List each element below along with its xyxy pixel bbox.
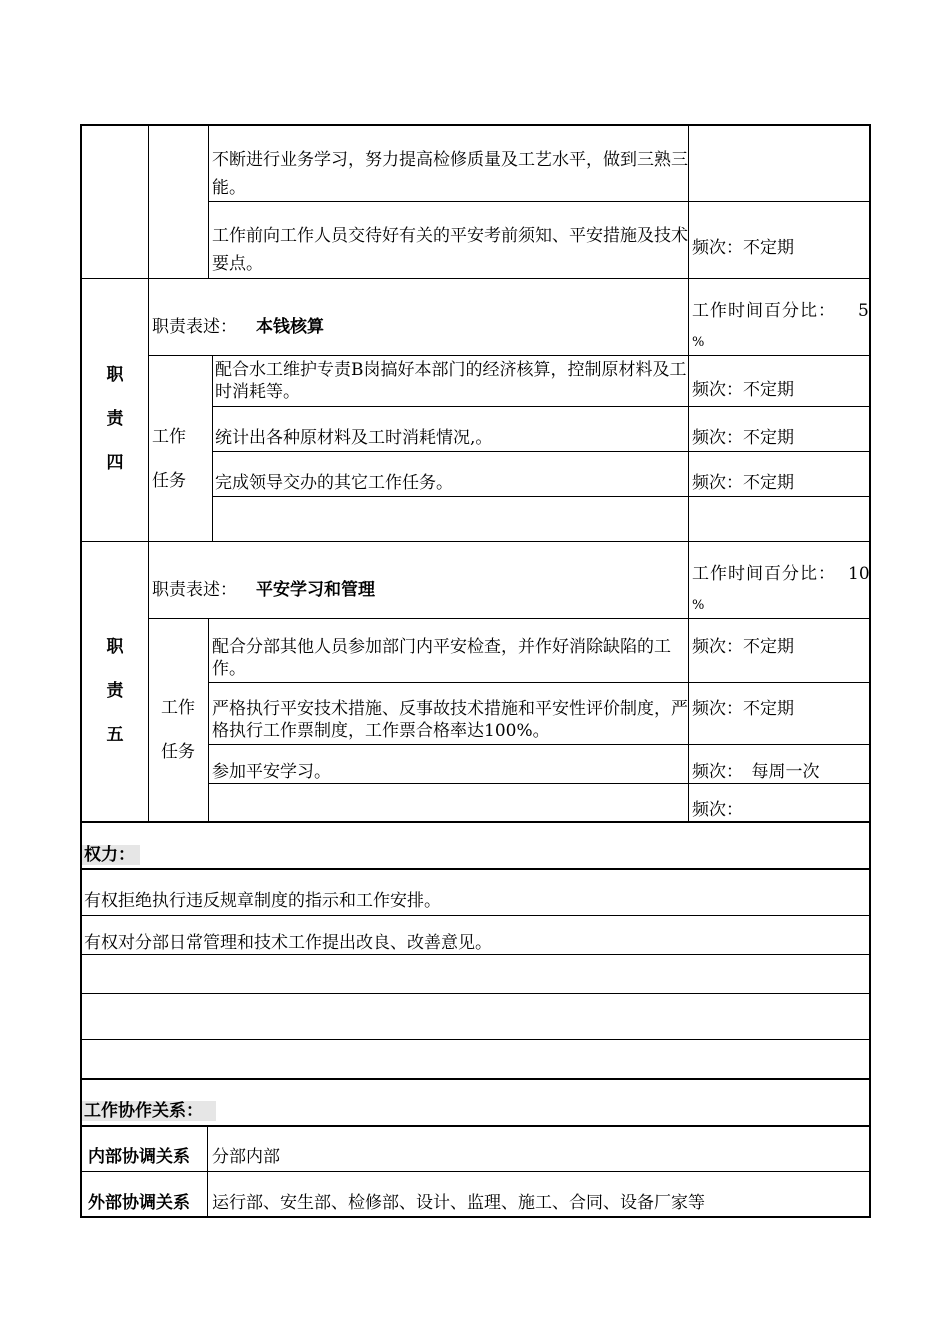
power-item: 有权拒绝执行违反规章制度的指示和工作安排。 bbox=[84, 891, 441, 911]
frequency-text: 频次：不定期 bbox=[692, 473, 794, 493]
task-text: 严格执行平安技术措施、反事故技术措施和平安性评价制度，严格执行工作票制度，工作票合格率达100%。 bbox=[212, 699, 688, 741]
divider bbox=[207, 1125, 208, 1217]
divider bbox=[80, 915, 871, 916]
internal-relations-label: 内部协调关系 bbox=[88, 1147, 190, 1167]
duty-5-char: 五 bbox=[106, 725, 124, 745]
duty-5-char: 职 bbox=[106, 637, 124, 657]
task-text: 配合分部其他人员参加部门内平安检查，并作好消除缺陷的工作。 bbox=[212, 637, 671, 679]
divider bbox=[80, 868, 871, 870]
task-text: 不断进行业务学习，努力提高检修质量及工艺水平，做到三熟三能。 bbox=[212, 150, 688, 198]
work-task-label: 任务 bbox=[152, 471, 186, 491]
divider bbox=[148, 355, 870, 356]
duty-4-char: 职 bbox=[106, 365, 124, 385]
divider bbox=[148, 124, 149, 279]
divider bbox=[688, 278, 689, 542]
power-heading: 权力： bbox=[84, 845, 135, 865]
table-border-top bbox=[80, 124, 871, 126]
external-relations-value: 运行部、安生部、检修部、设计、监理、施工、合同、设备厂家等 bbox=[212, 1193, 705, 1213]
time-percentage-label: 工作时间百分比： bbox=[692, 301, 836, 321]
divider bbox=[80, 954, 871, 955]
time-percentage-unit: % bbox=[692, 598, 705, 613]
divider bbox=[208, 682, 870, 683]
frequency-text: 频次：不定期 bbox=[692, 637, 794, 657]
divider bbox=[208, 618, 209, 822]
divider bbox=[80, 541, 871, 542]
divider bbox=[212, 451, 870, 452]
divider bbox=[80, 1078, 871, 1080]
time-percentage-value: 5 bbox=[858, 301, 869, 321]
divider bbox=[212, 406, 870, 407]
work-task-label: 任务 bbox=[161, 742, 195, 762]
duty-4-char: 责 bbox=[106, 409, 124, 429]
duty-description-title: 平安学习和管理 bbox=[256, 580, 375, 600]
divider bbox=[80, 1039, 871, 1040]
time-percentage-unit: % bbox=[692, 335, 705, 350]
work-task-label: 工作 bbox=[161, 698, 195, 718]
frequency-text: 频次：不定期 bbox=[692, 699, 794, 719]
frequency-text: 频次：不定期 bbox=[692, 238, 794, 258]
divider bbox=[80, 1171, 871, 1172]
divider bbox=[80, 1125, 871, 1127]
duty-description-label: 职责表述： bbox=[152, 317, 237, 337]
duty-4-label bbox=[82, 364, 148, 496]
divider bbox=[80, 278, 871, 279]
divider bbox=[208, 783, 870, 784]
table-border-bottom bbox=[80, 1216, 871, 1218]
task-text: 统计出各种原材料及工时消耗情况,。 bbox=[215, 428, 493, 448]
external-relations-label: 外部协调关系 bbox=[88, 1193, 190, 1213]
relations-heading: 工作协作关系： bbox=[84, 1101, 203, 1121]
divider bbox=[212, 496, 870, 497]
divider bbox=[80, 821, 871, 823]
divider bbox=[208, 744, 870, 745]
divider bbox=[80, 993, 871, 994]
time-percentage-value: 10 bbox=[848, 564, 870, 584]
power-item: 有权对分部日常管理和技术工作提出改良、改善意见。 bbox=[84, 933, 492, 953]
frequency-text: 频次： bbox=[692, 800, 743, 820]
work-task-label: 工作 bbox=[152, 427, 186, 447]
duty-5-label bbox=[82, 636, 148, 768]
time-percentage-label: 工作时间百分比： bbox=[692, 564, 836, 584]
task-text: 配合水工维护专责B岗搞好本部门的经济核算，控制原材料及工时消耗等。 bbox=[215, 360, 687, 402]
task-text: 参加平安学习。 bbox=[212, 762, 331, 782]
frequency-text: 频次：不定期 bbox=[692, 428, 794, 448]
task-text: 工作前向工作人员交待好有关的平安考前须知、平安措施及技术要点。 bbox=[212, 226, 688, 274]
duty-description-title: 本钱核算 bbox=[256, 317, 324, 337]
frequency-text: 频次：不定期 bbox=[692, 380, 794, 400]
divider bbox=[212, 355, 213, 542]
internal-relations-value: 分部内部 bbox=[212, 1147, 280, 1167]
frequency-text: 频次： 每周一次 bbox=[692, 762, 820, 782]
duty-description-label: 职责表述： bbox=[152, 580, 237, 600]
duty-5-char: 责 bbox=[106, 681, 124, 701]
task-text: 完成领导交办的其它工作任务。 bbox=[215, 473, 453, 493]
divider bbox=[148, 541, 149, 822]
duty-4-char: 四 bbox=[106, 453, 124, 473]
divider bbox=[148, 278, 149, 542]
table-border-right bbox=[869, 124, 871, 1218]
divider bbox=[148, 618, 870, 619]
